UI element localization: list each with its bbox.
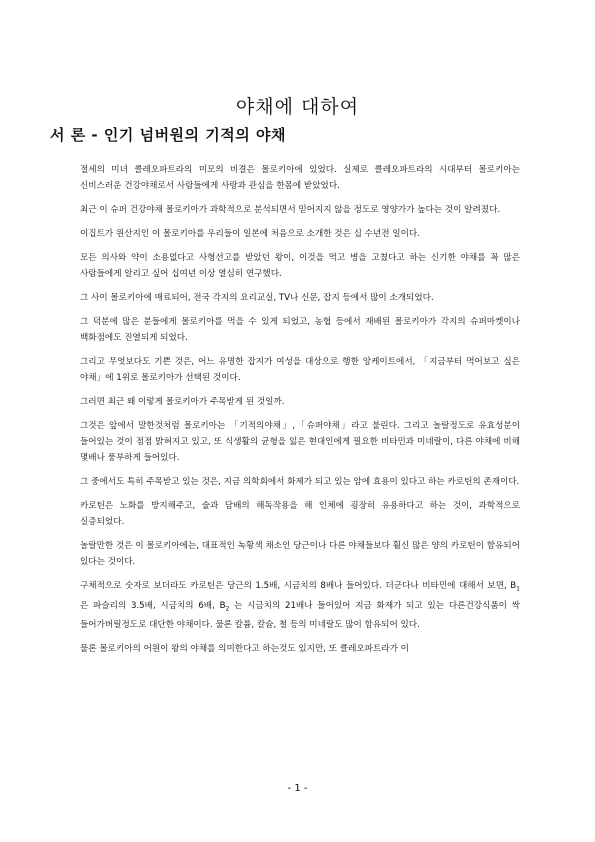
paragraph: 최근 이 슈퍼 건강야채 몰로키아가 과학적으로 분석되면서 믿어지지 않을 정도로 영양가가 높다는 것이 알려졌다. <box>80 205 501 215</box>
paragraph: 그것은 앞에서 말한것처럼 몰로키아는 「기적의야채」,「슈퍼야채」라고 불린다. 그리고 놀랄정도로 유효성분이 들어있는 것이 점점 밝혀지고 있고, 또 식생활의 균형을 잃은 현대인에게 필요한 비타민과 미네랄이, 다른 야채에 비해 몇배나 풍부하게 들어있다. <box>80 421 520 463</box>
paragraph: 이집트가 원산지인 이 몰로키아를 우리들이 일본에 처음으로 소개한 것은 십 수년전 일이다. <box>80 229 420 239</box>
paragraph-text: 구체적으로 숫자로 보더라도 카로틴은 당근의 1.5배, 시금치의 8배나 들어있다. 더군다나 비타민에 대해서 보면, B <box>80 581 517 591</box>
paragraph: 카로틴은 노화를 방지해주고, 술과 담배의 해독작용을 해 인체에 굉장히 유용하다고 하는 것이, 과학적으로 실증되었다. <box>80 501 520 527</box>
document-body <box>80 162 520 665</box>
paragraph: 그리고 무엇보다도 기쁜 것은, 어느 유명한 잡지가 여성을 대상으로 행한 앙케이트에서, 「지금부터 먹어보고 싶은 야채」에 1위로 몰로키아가 선택된 것이다. <box>80 357 520 383</box>
paragraph: 모든 의사와 약이 소용없다고 사형선고를 받았던 왕이, 이것을 먹고 병을 고쳤다고 하는 신기한 야채를 꼭 많은 사람들에게 알리고 싶어 십여년 이상 열심히 연구했다. <box>80 253 520 279</box>
subscript: 2 <box>225 605 230 613</box>
paragraph-vitamin <box>80 578 520 633</box>
paragraph: 절세의 미녀 클레오파트라의 미모의 비결은 몰로키아에 있었다. 실제로 클레오파트라의 시대부터 몰로키아는 신비스러운 건강야채로서 사람들에게 사랑과 관심을 한몸에 받았었다. <box>80 165 520 191</box>
paragraph: 놀랄만한 것은 이 몰로키아에는, 대표적인 녹황색 채소인 당근이나 다른 야채들보다 훨신 많은 양의 카로틴이 함유되어 있다는 것이다. <box>80 541 520 567</box>
paragraph: 물론 몰로키아의 어원이 왕의 야채를 의미한다고 하는것도 있지만, 또 클레오파트라가 이 <box>80 644 409 655</box>
paragraph: 그러면 최근 왜 이렇게 몰로키아가 주목받게 된 것일까. <box>80 397 285 407</box>
document-title: 야채에 대하여 <box>235 96 360 118</box>
subscript: 1 <box>516 585 520 593</box>
section-heading: 서 론 - 인기 넘버원의 기적의 야채 <box>50 126 286 144</box>
page-number: - 1 - <box>287 783 308 794</box>
paragraph-text: 는 시금치의 21배나 들어있어 지금 화제가 되고 있는 다른건강식품이 싹 들어가버릴정도로 대단한 야채이다. 물론 칼륨, 칼슘, 철 등의 미네랄도 많이 함유되어 있다. <box>80 600 520 631</box>
paragraph: 그 사이 몰로키아에 매료되어, 전국 각지의 요리교실, TV나 신문, 잡지 등에서 많이 소개되었다. <box>80 293 434 303</box>
paragraph: 그 중에서도 특히 주목받고 있는 것은, 지금 의학회에서 화제가 되고 있는 암에 효용이 있다고 하는 카로틴의 존재이다. <box>80 477 520 487</box>
paragraph-text: 은 파슬리의 3.5배, 시금치의 6배, B <box>80 600 226 611</box>
paragraph: 그 덕분에 많은 분들에게 몰로키아를 먹을 수 있게 되었고, 농협 등에서 재배된 몰로키아가 각지의 슈퍼마켓이나 백화점에도 진열되게 되었다. <box>80 317 520 343</box>
